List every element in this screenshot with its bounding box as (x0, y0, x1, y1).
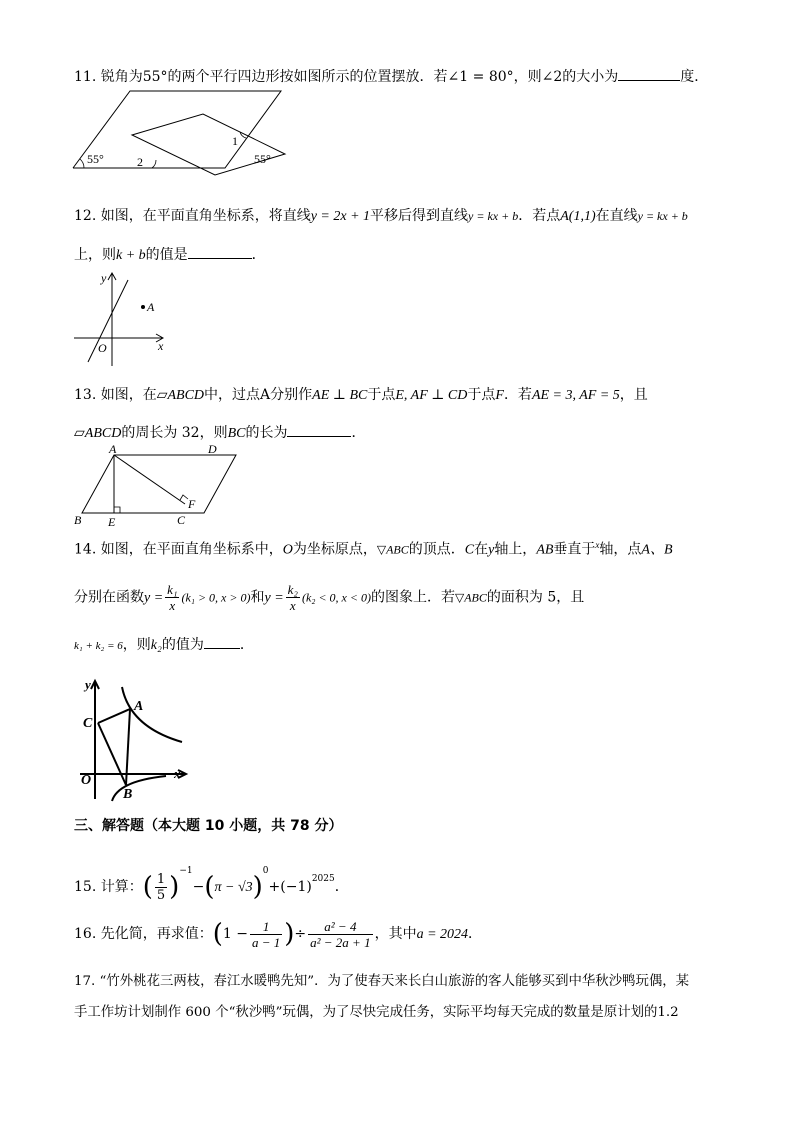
q15-lead: 计算： (100, 879, 143, 895)
q12-text-c: ．若点 (518, 208, 561, 224)
q13-label-B: B (74, 513, 82, 527)
q16-tail: ，其中 (374, 926, 417, 942)
q16-end: ． (468, 926, 483, 942)
q13-parallelogram (82, 455, 236, 513)
q12-number: 12. (74, 208, 97, 224)
q11-number: 11. (74, 69, 97, 85)
q14-text-f: 垂直于 (553, 541, 596, 558)
q12-answer-blank[interactable] (188, 244, 252, 259)
q15-minus: − (192, 879, 205, 895)
q13-text-g: 的周长为 32，则 (121, 425, 228, 441)
q12-point-A (141, 305, 145, 309)
q13-BC: BC (227, 426, 246, 441)
q16-frac-den: a − 1 (251, 934, 281, 950)
q13-text-a: 如图，在 (100, 387, 157, 403)
q11-label-55-right: 55° (254, 152, 271, 166)
q13-line-1 (74, 385, 648, 406)
q14-curve-k2 (112, 776, 166, 801)
q14-label-A: A (134, 699, 144, 714)
q15-frac-num: 1 (156, 871, 166, 887)
q14-f1-den: x (169, 598, 176, 613)
q11-angle: 55° (142, 69, 168, 85)
q13-figure (72, 444, 242, 534)
q13-label-C: C (177, 513, 186, 527)
q13-text-d: 于点 (467, 387, 496, 403)
q13-right-angle-E (114, 507, 120, 513)
q14-line-1 (74, 535, 673, 561)
q13-text-f: ，且 (619, 387, 648, 403)
q14-x: x (595, 540, 600, 550)
q14-f1-cond: (k₁ > 0, x > 0) (181, 590, 251, 605)
q14-f2-num: k₂ (287, 582, 298, 597)
q15-plus: + (268, 879, 281, 895)
q13-text-i: ． (351, 425, 366, 441)
q15-frac-den: 5 (156, 887, 166, 903)
q12-label-A: A (147, 300, 155, 314)
q17-line-2: 手工作坊计划制作 600 个“秋沙鸭”玩偶，为了尽快完成任务，实际平均每天完成的数量是原计划的1.2 (74, 1005, 679, 1020)
q13-perp-2: E, AF ⊥ CD (395, 388, 468, 403)
q13-label-F: F (188, 497, 196, 511)
q12-label-y: y (101, 271, 107, 285)
q14-line-3 (74, 634, 254, 656)
q12-text-g: ． (251, 247, 266, 263)
q14-k-sum: k₁ + k₂ = 6 (74, 640, 123, 652)
q14-y: y (488, 542, 495, 558)
q14-AB-points: A、B (641, 542, 673, 558)
q11-answer-blank[interactable] (618, 66, 680, 81)
q13-text-e: ．若 (503, 387, 532, 403)
q14-curve-k1 (122, 687, 182, 742)
q16-frac2-den: a² − 2a + 1 (310, 934, 371, 950)
q14-label-B: B (123, 787, 133, 802)
q14-text-e: 轴上， (494, 541, 537, 558)
q12-eq-3: y = kx + b (637, 209, 688, 223)
q14-text-a: 如图，在平面直角坐标系中， (100, 541, 283, 558)
q14-k2: k₂ (150, 638, 162, 653)
q11-figure (70, 88, 300, 188)
q14-label-O: O (81, 773, 92, 788)
q12-line-y2x1 (88, 280, 128, 362)
q13-text-h: 的长为 (245, 425, 288, 441)
q13-label-A: A (109, 442, 117, 456)
q14-triangle-2: ▽ABC (454, 590, 487, 605)
q11-text-b: 的两个平行四边形按如图所示的位置摆放．若∠1 = 80°，则∠2的大小为 (167, 69, 619, 85)
q13-AF (114, 455, 185, 504)
q14-text-k: 的面积为 5，且 (486, 589, 585, 606)
q12-label-x: x (158, 339, 164, 353)
q12-label-O: O (98, 341, 107, 355)
q11-line (74, 66, 708, 87)
q14-number: 14. (74, 541, 97, 558)
q14-triangle: ▽ABC (376, 542, 409, 557)
q14-text-l: ，则 (122, 637, 151, 653)
q11-arc-2 (152, 160, 156, 168)
q14-CB (98, 723, 126, 785)
q11-label-1: 1 (232, 134, 238, 148)
q16-div: ÷ (294, 926, 307, 942)
q12-text-e: 上，则 (74, 247, 116, 263)
q12-line-1 (74, 206, 688, 227)
q16-one: 1 − (222, 926, 248, 942)
q12-eq-2: y = kx + b (468, 209, 519, 223)
q14-O: O (282, 542, 293, 558)
q16-lead: 先化简，再求值： (100, 926, 213, 942)
q14-f2-lhs: y = (264, 590, 284, 606)
q15-number: 15. (74, 879, 97, 895)
q16-frac-num: 1 (250, 919, 282, 935)
q14-f2-den: x (289, 598, 296, 613)
q12-text-a: 如图，在平面直角坐标系，将直线 (100, 208, 311, 224)
q16-line: 16. 先化简，再求值：(1 − $\frac{1}{a - 1}$ )÷ $\frac{\text{a² − 4}}{\text{a² − 2a + 1}}$ ，其中a = 2024． (74, 918, 483, 950)
q12-line-2 (74, 244, 266, 266)
q12-text-d: 在直线 (595, 208, 638, 224)
q14-text-d: 在 (474, 541, 489, 558)
q13-given: AE = 3, AF = 5 (531, 388, 620, 403)
q14-text-h: 分别在函数 (74, 589, 144, 606)
q17-line-1: 17. “竹外桃花三两枝，春江水暖鸭先知”．为了使春天来长白山旅游的客人能够买到中华秋沙鸭玩偶，某 (74, 974, 690, 989)
q11-text-a: 锐角为 (100, 69, 143, 85)
q13-text-b: 中，过点A分别作 (204, 387, 313, 403)
q13-parallelogram-2: ▱ABCD (74, 426, 122, 441)
q11-label-55-left: 55° (87, 152, 104, 166)
q14-text-j: 的图象上．若 (370, 589, 455, 606)
q14-CA (98, 709, 130, 723)
q14-text-n: ． (239, 637, 254, 653)
q16-value: a = 2024 (416, 927, 469, 942)
q14-figure (78, 675, 198, 805)
q12-point: A(1,1) (560, 209, 596, 224)
q11-label-2: 2 (137, 155, 143, 169)
q14-f1-lhs: y = (144, 590, 164, 606)
q12-text-b: 平移后得到直线 (370, 208, 469, 224)
q12-figure (72, 270, 172, 370)
q14-text-m: 的值为 (161, 637, 204, 653)
q14-line-2 (74, 582, 584, 613)
q14-text-g: 轴，点 (599, 541, 642, 558)
q13-number: 13. (74, 387, 97, 403)
q15-line: 15. 计算：( $\frac{1}{5}$ )$^{-1}-(\pi - √3)^0+(-1)^{2025}$． (74, 866, 349, 903)
q16-number: 16. (74, 926, 97, 942)
q12-expr: k + b (116, 248, 146, 263)
q15-end: ． (334, 879, 349, 895)
q14-f1-num: k₁ (167, 582, 178, 597)
q14-AB: AB (536, 542, 554, 558)
section-3-heading: 三、解答题（本大题 10 小题，共 78 分） (74, 818, 343, 834)
q14-label-C: C (83, 716, 93, 731)
q14-text-i: 和 (250, 589, 265, 606)
q13-label-D: D (208, 442, 217, 456)
q14-f2-cond: (k₂ < 0, x < 0) (301, 590, 371, 605)
q15-exp-2: 0 (262, 866, 269, 876)
q13-label-E: E (108, 515, 116, 529)
q15-exp-1: −1 (179, 866, 193, 876)
q13-answer-blank[interactable] (287, 422, 351, 437)
q14-label-y: y (85, 677, 91, 692)
q12-text-f: 的值是 (145, 247, 188, 263)
q11-text-c: 度． (680, 69, 709, 85)
q12-eq-1: y = 2x + 1 (310, 209, 371, 224)
q11-arc-55-left (80, 159, 84, 168)
q14-text-c: 的顶点． (408, 541, 465, 558)
q14-label-x: x (174, 766, 181, 781)
q13-line-2 (74, 422, 365, 444)
q16-frac2-num: a² − 4 (308, 919, 372, 935)
q13-parallelogram: ▱ABCD (156, 388, 205, 403)
q14-answer-blank[interactable] (204, 634, 240, 649)
q13-perp-1: AE ⊥ BC (312, 388, 368, 403)
q13-point-F: F (495, 388, 504, 403)
q13-right-angle-F (180, 495, 188, 500)
q13-text-c: 于点 (367, 387, 396, 403)
q14-text-b: 为坐标原点， (292, 541, 377, 558)
q14-C: C (464, 542, 475, 558)
q15-exp-3: 2025 (311, 874, 335, 884)
q15-inner: π − √3 (214, 880, 253, 895)
q15-base: (−1) (280, 879, 312, 895)
